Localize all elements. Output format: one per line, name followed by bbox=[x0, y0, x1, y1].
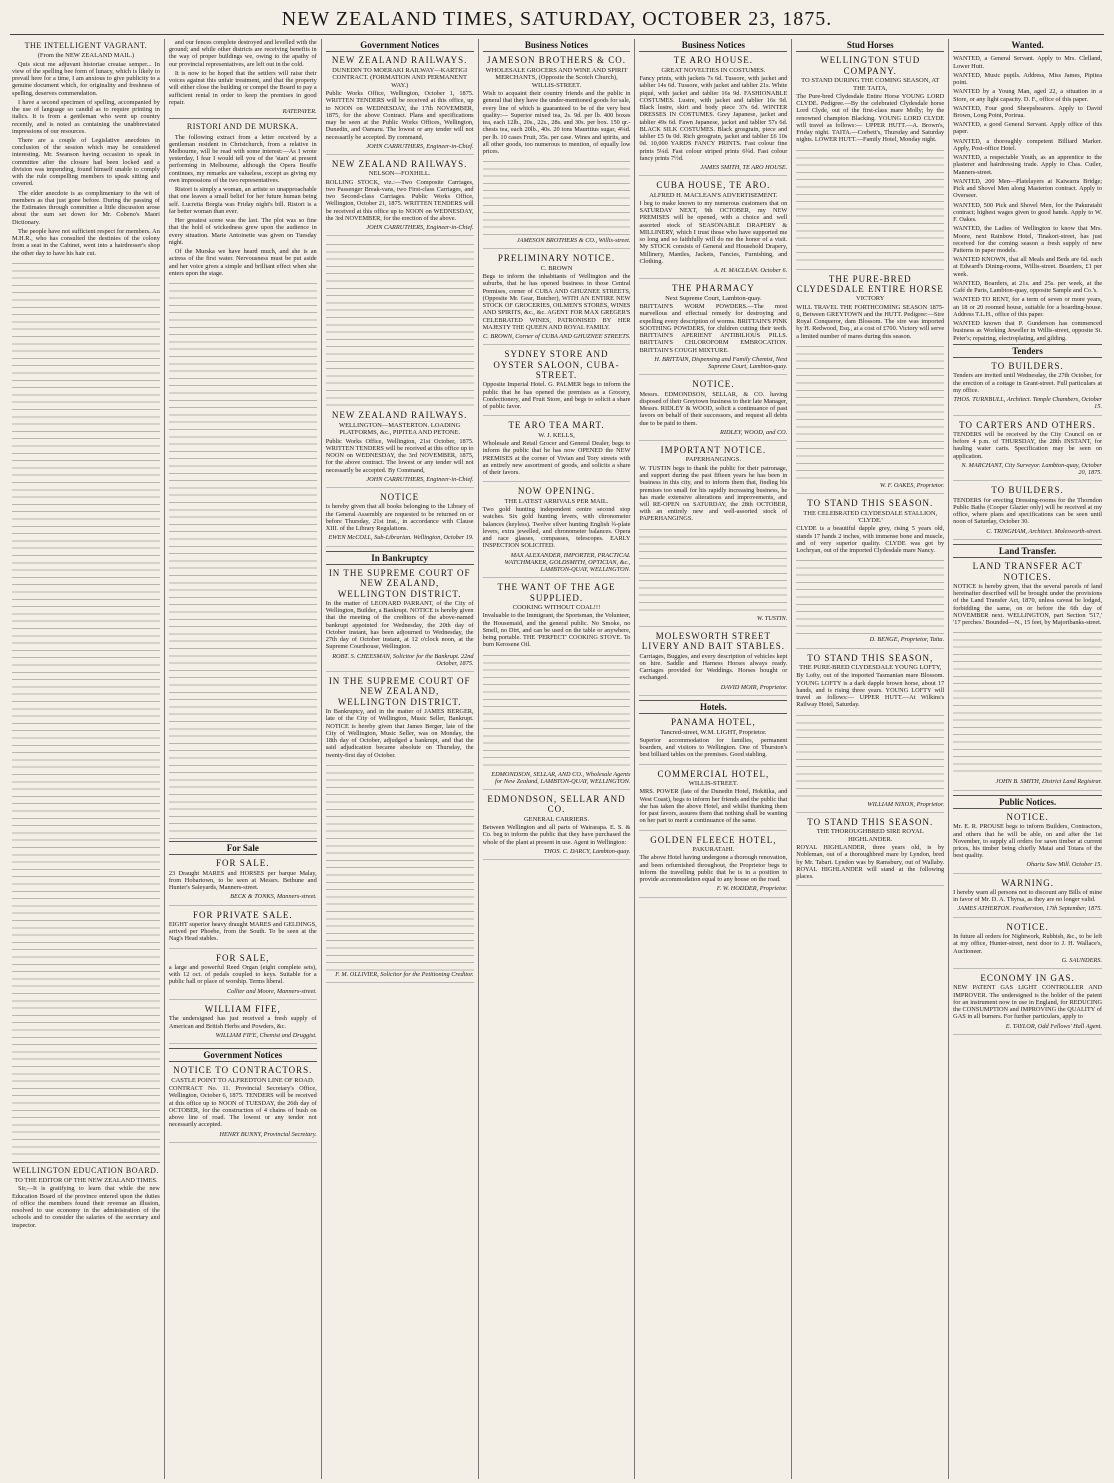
wanted-ad: WANTED, a thoroughly competent Billiard Marker. Apply, Post-office Hotel. bbox=[953, 137, 1103, 152]
business-ad bbox=[639, 180, 787, 279]
ad-body: In the matter of LEONARD PARRANT, of the City of Wellington, Builder, a Bankrupt. NOTICE is hereby given that the meeting of the creditors of the above-named bankrupt appointed for Wednesday, the 20th day of October instant, has been adjourned to Wednesday, the 27th day of October instant, at 12 o'clock noon, at the Supreme Courthouse, Wellington. bbox=[325, 600, 474, 651]
stud-ad bbox=[796, 498, 944, 648]
ad-heading: TO STAND THIS SEASON. bbox=[807, 498, 934, 509]
ad-signature: W. TUSTIN. bbox=[756, 614, 788, 622]
stud-horses-header: Stud Horses bbox=[796, 39, 944, 52]
column-4 bbox=[479, 39, 636, 1479]
wanted-section-header: Wanted. bbox=[953, 39, 1102, 52]
public-notice bbox=[953, 973, 1102, 1035]
education-board-title: WELLINGTON EDUCATION BOARD. bbox=[12, 1165, 159, 1175]
ad-signature: DAVID MOIR, Proprietor. bbox=[720, 683, 788, 691]
ad-body: WILL TRAVEL THE FORTHCOMING SEASON 1875-6, Between GREYTOWN and the HUTT. Pedigree:—Sire Royal Conqueror, dam Blossom. The sire was imported by H. Redwood, Esq., at a cost of £700. Victory will serve a limited number of mares during this season. bbox=[796, 303, 945, 340]
railway-ad bbox=[326, 410, 474, 488]
stud-ad bbox=[796, 274, 944, 495]
ad-heading: MOLESWORTH STREET LIVERY AND BAIT STABLES. bbox=[641, 630, 786, 652]
ad-subheading: THE LATEST ARRIVALS PER MAIL. bbox=[504, 497, 609, 505]
business-ad bbox=[639, 445, 787, 627]
hotels-section-header: Hotels. bbox=[639, 700, 787, 714]
article-subtitle: (From the NEW ZEALAND MAIL.) bbox=[37, 52, 135, 60]
wanted-ad: WANTED TO RENT, for a term of seven or more years, an 18 or 20 roomed house, suitable for a boarding-house. Address T.L.H., office of this paper. bbox=[953, 296, 1103, 318]
railway-ad bbox=[326, 55, 474, 155]
letter-paragraph: It is now to be hoped that the settlers will raise their voices against this unfair treatment, and that the property will either close the building or compel the Board to pay a sufficient rental in order to keep the premises in good repair. bbox=[168, 69, 317, 106]
hotel-ad bbox=[639, 769, 787, 831]
ad-heading: CUBA HOUSE, TE ARO. bbox=[656, 180, 771, 191]
article-paragraph: The people have not sufficient respect for members. An M.H.R., who has consulted the destinies of the colony from a seat in the Cabinet, went into a hairdresser's shop the other day to have his hair cut. bbox=[12, 227, 160, 257]
ad-body: ROLLING STOCK, viz.:—Two Composite Carriages, two Passenger Break-vans, two First-class Carriages, and two Second-class Carriages. Public Works Office, Wellington, October 21, 1875. WRITTEN TENDERS will be received at this office up to NOON on WEDNESDAY, the 3rd NOVEMBER, for the erection of the above. bbox=[325, 178, 474, 222]
ad-heading: TO STAND THIS SEASON. bbox=[807, 816, 934, 827]
ad-heading: NOTICE. bbox=[1006, 811, 1049, 822]
ad-heading: NOTICE. bbox=[692, 379, 735, 390]
ad-subheading: WILLIS-STREET. bbox=[688, 780, 738, 788]
article-paragraph: Quis sicut me adjuvant historiae creatae semper... In view of the spelling bee form of lunacy, which is likely to prevail here for a time, I am anxious to give publicity to a genuine document which, for originality and freshness of spelling, deserves commendation. bbox=[12, 60, 160, 97]
letter-signature: RATEPAYER. bbox=[282, 108, 317, 116]
ad-body-continuation bbox=[639, 525, 787, 615]
ad-heading: LAND TRANSFER ACT NOTICES. bbox=[972, 561, 1083, 582]
ad-subheading: NELSON—FOXHILL. bbox=[368, 170, 431, 178]
wanted-ad: WANTED, 200 Men—Platelayers at Kaiwarra Bridge; Pick and Shovel Men along Masterton contract. Apply to Overseer. bbox=[953, 177, 1103, 200]
ad-signature: EWEN McCOLL, Sub-Librarian. Wellington, October 19. bbox=[328, 534, 474, 542]
business-ad bbox=[483, 582, 631, 790]
railway-ad bbox=[326, 159, 474, 236]
ad-body: Public Works Office, Wellington, 21st October, 1875. WRITTEN TENDERS will be received at this office up to NOON on WEDNESDAY, the 3rd NOVEMBER, 1875, for the above contract. The lowest or any tender will not necessarily be accepted. By Command, bbox=[325, 437, 474, 474]
ad-subheading: WHOLESALE GROCERS AND WINE AND SPIRIT MERCHANTS, (Opposite the Scotch Church), WILLIS-STREET. bbox=[485, 66, 628, 89]
ad-body: Public Works Office, Wellington, October 1, 1875. WRITTEN TENDERS will be received at this office, up to NOON on WEDNESDAY, the 17th NOVEMBER, 1875, for the above Contract. Plans and specifications may be seen at the Public Works Offices, Wellington, Dunedin, and Oamaru. The lowest or any tender will not necessarily be accepted. By command, bbox=[325, 90, 474, 141]
business-ad bbox=[483, 253, 631, 345]
ad-heading: NEW ZEALAND RAILWAYS. bbox=[331, 55, 468, 66]
wanted-ad: WANTED KNOWN, that all Meals and Beds are 6d. each at Edward's Dining-rooms, Willis-street. Boarders, £1 per week. bbox=[953, 256, 1103, 278]
ad-body: Begs to inform the inhabitants of Wellington and the suburbs, that he has opened business in those Central Premises, corner of CUBA AND GHUZNEE STREETS, (Opposite Mr. Gear, Butcher), WITH AN ENTIRE NEW STOCK OF GROCERIES, OILMEN'S STORES, WINES AND SPIRITS, &c., &c. AGENT FOR MAX GREGER'S CELEBRATED WINES, PATRONISED BY HER MAJESTY THE QUEEN AND ROYAL FAMILY. bbox=[482, 273, 631, 331]
wanted-ad: WANTED, a General Servant. Apply to Mrs. Clelland, Lower Hutt. bbox=[953, 55, 1103, 70]
ad-subheading: PAKURATAHI. bbox=[692, 846, 735, 853]
business-ad bbox=[483, 420, 631, 482]
ad-body: Wish to acquaint their country friends and the public in general that they have the under-mentioned goods for sale, every line of which is guaranteed to be of the very best quality:— Superior mixed tea, 2s. 9d. per lb. 400 boxes tea, each 12lb., 20s., 22s., 28s. and 30s. per box. 150 qr.-chests tea, each 20lb., 40s. 20 tons Mauritius sugar, 4¼d. per lb. 10 cases Fruit, 35s. per case. Wines and spirits, and all other goods, too numerous to mention, of equally low prices. bbox=[482, 90, 631, 155]
ad-body: I beg to make known to my numerous customers that on SATURDAY NEXT, 9th OCTOBER, my NEW PREMISES will be opened, with a choice and well assorted stock of SEASONABLE DRAPERY & MILLINERY, which I trust those who have supported me so long and so faithfully will do me the honor of a visit. My STOCK consists of General and Household Drapery, Millinery, Mantles, Jackets, Fancies, Furnishing, and Clothing. bbox=[639, 200, 788, 265]
ad-heading: JAMESON BROTHERS & CO. bbox=[486, 55, 627, 66]
article-paragraph: I have a second specimen of spelling, accompanied by the use of language so candid as to require printing in italics. It is from a gentleman who went up country recently, and is noted as containing the unabbreviated impressions of our resources. bbox=[12, 98, 160, 135]
ad-subheading: COOKING WITHOUT COAL!!! bbox=[512, 603, 601, 611]
ad-body: ROYAL HIGHLANDER, three years old, is by Nobleman, out of a thoroughbred mare by Lyndon, bred by Mr. Tabart. Lyndon was by Ramsbury, out of Wallaby. ROYAL HIGHLANDER will stand at the following places. bbox=[796, 844, 945, 881]
business-ad bbox=[639, 631, 787, 696]
ad-subheading: PAPERHANGINGS. bbox=[685, 456, 741, 464]
ad-signature: HENRY BUNNY, Provincial Secretary. bbox=[219, 1130, 317, 1138]
ad-body: I hereby warn all persons not to discount any Bills of mine in favor of Mr. D. A. Thyrsa, as they are no longer valid. bbox=[953, 889, 1103, 904]
ad-heading: WILLIAM FIFE, bbox=[204, 1003, 281, 1014]
ad-signature: JOHN B. SMITH, District Land Registrar. bbox=[995, 778, 1103, 786]
ad-heading: NEW ZEALAND RAILWAYS. bbox=[331, 158, 468, 169]
ad-body-continuation bbox=[796, 711, 944, 801]
ad-heading: WELLINGTON STUD COMPANY. bbox=[820, 55, 921, 76]
ad-signature: C. BROWN, Corner of CUBA AND GHUZNEE STREETS. bbox=[483, 333, 631, 341]
ad-body: TENDERS will be received by the City Council on or before 4 p.m. of THURSDAY, the 28th INSTANT, for hauling water carts. Specification may be seen on application. bbox=[953, 430, 1103, 460]
ad-body-continuation bbox=[796, 556, 944, 636]
ad-body-continuation bbox=[796, 342, 944, 482]
ad-subheading: GREAT NOVELTIES IN COSTUMES. bbox=[661, 66, 766, 74]
ad-body-continuation bbox=[326, 240, 474, 410]
ad-body: The undersigned has just received a fresh supply of American and British Herbs and Powders, &c. bbox=[168, 1015, 317, 1030]
bankruptcy-ad bbox=[326, 676, 474, 983]
ad-signature: D. BENGE, Proprietor, Taita. bbox=[869, 636, 945, 644]
business-notices-header: Business Notices bbox=[483, 39, 631, 52]
wanted-ad: WANTED, a good General Servant. Apply office of this paper. bbox=[953, 121, 1103, 136]
ad-signature: F. W. HODDER, Proprietor. bbox=[716, 885, 788, 893]
ad-heading: TO STAND THIS SEASON, bbox=[807, 652, 934, 663]
ad-heading: NOW OPENING. bbox=[517, 486, 596, 497]
bankruptcy-ad bbox=[326, 568, 474, 672]
ad-body: W. TUSTIN begs to thank the public for their patronage, and support during the past fifteen years he has been in business in this city, and to inform them that, finding his premises too small for his rapidly increasing business, he has made extensive alterations and improvements, and will RE-OPEN on SATURDAY, the 28th OCTOBER, with an entirely new and well-assorted stock of PAPERHANGINGS. bbox=[639, 464, 788, 523]
tender-ad bbox=[953, 485, 1102, 540]
ristori-paragraph: The following extract from a letter received by a gentleman resident in Christchurch, from a relative in Melbourne, will be read with some interest:—As I wrote yesterday, I fear I would tell you of the 'stars' at present performing in Melbourne, although the Opera Bouffe continues, my remarks are valueless, except as giving my own impressions of the two representatives. bbox=[168, 133, 317, 184]
ad-body: CONTRACT No. 11. Provincial Secretary's Office, Wellington, October 6, 1875. TENDERS will be received at this office up to NOON of TUESDAY, the 26th day of OCTOBER, for the construction of 4 chains of bush on above line of road. The lowest or any tender not necessarily accepted. bbox=[168, 1085, 317, 1129]
ad-body: Opposite Imperial Hotel. G. PALMER begs to inform the public that he has opened the premises as a Grocery, Confectionery, and Fruit Store, and begs to solicit a share of public favor. bbox=[482, 381, 631, 411]
business-ad bbox=[639, 283, 787, 375]
ad-signature: F. M. OLLIVIER, Solicitor for the Petitioning Creditor. bbox=[335, 970, 474, 978]
government-ad bbox=[169, 1065, 317, 1142]
ad-signature: JAMES ATHERTON. Featherston, 17th September, 1875. bbox=[957, 905, 1103, 913]
ristori-paragraph: Her greatest scene was the last. The plot was so fine that the hold of wickedness grew upon the audience in every situation. Marie Antoinette was given on Tuesday night. bbox=[168, 217, 317, 246]
ad-signature: Collier and Moore, Manners-street. bbox=[226, 987, 317, 995]
ad-heading: ECONOMY IN GAS. bbox=[980, 973, 1075, 983]
ad-body: Between Wellington and all parts of Wairarapa. E. S. & Co. beg to inform the public that they have purchased the whole of the plant at present in use. Agent in Wellington: bbox=[482, 824, 631, 846]
column-7 bbox=[949, 39, 1106, 1479]
ad-body-continuation bbox=[796, 146, 944, 266]
library-notice bbox=[326, 492, 474, 547]
wanted-ad: WANTED, Four good Sheepshearers. Apply to David Brown, Long Point, Porirua. bbox=[953, 104, 1103, 119]
ad-signature: JAMES SMITH, TE ARO HOUSE. bbox=[700, 163, 788, 171]
bankruptcy-section-header: In Bankruptcy bbox=[326, 551, 474, 565]
sale-ad bbox=[169, 910, 317, 949]
ad-heading: GOLDEN FLEECE HOTEL, bbox=[650, 834, 777, 845]
masthead: NEW ZEALAND TIMES, SATURDAY, OCTOBER 23, 1875. bbox=[10, 0, 1104, 35]
column-5 bbox=[635, 39, 792, 1479]
ad-body: By Lofty, out of the imported Tasmanian mare Blossom. YOUNG LOFTY is a dark dapple brown horse, about 17 hands, and is rising three years. YOUNG LOFTY will travel as follows:— UPPER HUTT.—At Wilkins's Railway Hotel, Saturday. bbox=[796, 672, 945, 709]
ad-heading: FOR SALE, bbox=[216, 952, 270, 963]
ad-body: The above Hotel having undergone a thorough renovation, and been refurnished throughout, the Proprietor begs to inform the travelling public that he is in a position to provide accommodation equal to any house on the road. bbox=[639, 854, 788, 884]
ad-signature: JAMESON BROTHERS & CO., Willis-street. bbox=[516, 237, 631, 245]
ad-body-continuation bbox=[326, 761, 474, 971]
ad-body: Mr. E. R. PROUSE begs to inform Builders, Contractors, and others that he will be able, on and after the 1st November, to supply all orders for sawn timber at current prices, his timber being chiefly Matai and Totara of the best quality. bbox=[953, 823, 1103, 860]
ad-heading: COMMERCIAL HOTEL, bbox=[657, 768, 770, 779]
business-ad bbox=[639, 55, 787, 176]
ad-body: Wholesale and Retail Grocer and General Dealer, begs to inform the public that he has now OPENED the NEW PREMISES at the corner of Vivian and Tory streets with an entirely new assortment of goods, and solicits a share of their favors. bbox=[482, 440, 631, 477]
ad-body: MRS. POWER (late of the Dunedin Hotel, Hokitika, and West Coast), begs to inform her friends and the public that she has taken the above Hotel, and whilst thanking them for past favors, assures them that nothing shall be wanting on her part to merit a continuance of the same. bbox=[639, 788, 788, 825]
ad-heading: TO BUILDERS. bbox=[991, 485, 1064, 496]
ad-subheading: C. BROWN bbox=[540, 264, 573, 272]
stud-ad bbox=[796, 817, 944, 886]
ad-heading: TE ARO HOUSE. bbox=[673, 55, 753, 66]
ristori-title: RISTORI AND DE MURSKA. bbox=[186, 122, 299, 132]
ad-body: 23 Draught MARES and HORSES per barque Malay, from Hobartown, to be seen at Messrs. Bethune and Hunter's Saleyards, Manners-street. bbox=[168, 869, 317, 892]
sale-ad bbox=[169, 858, 317, 905]
wanted-ad: WANTED, Music pupils. Address, Miss James, Pipitea point. bbox=[953, 71, 1103, 87]
wanted-ad: WANTED, a respectable Youth, as an apprentice to the plasterer and hairdressing trade. Apply to Chas. Cutler, Manners-street. bbox=[953, 154, 1103, 176]
ad-heading: TE ARO TEA MART. bbox=[508, 420, 605, 431]
sale-ad bbox=[169, 953, 317, 1000]
ad-subheading: DUNEDIN TO MOERAKI RAILWAY—KARTIGI CONTRACT. (FORMATION AND PERMANENT WAY.) bbox=[332, 66, 468, 89]
ad-body: Fancy prints, with jackets 7s 6d. Tussore, with jacket and tablier 14s 6d. Tussore, with jacket and tablier 21s. White piqué, with jacket and tablier 16s 9d. FASHIONABLE COSTUMES. Lustre, with jacket and tablier 16s 9d. Black lustre, skirt and body piece 37s 6d. WINTER DRESSES IN COSTUMES. Grey Japanese, jacket and tablier 49s 6d. Fawn Japanese, jacket and tablier 57s 6d. BLACK SILK COSTUMES. Black grosgrain, piece and tablier £5 0s 0d. Rich grosgrain, jacket and tablier £6 10s 0d. 10,000 YARDS FANCY PRINTS. Fast colour fine prints 5¼d. Fast colour striped prints 6¾d. Fast colour fancy prints 7½d. bbox=[639, 75, 788, 162]
land-transfer-ad bbox=[953, 561, 1102, 790]
ad-signature: G. SAUNDERS. bbox=[1061, 956, 1103, 964]
ad-heading: IMPORTANT NOTICE. bbox=[660, 445, 767, 456]
ad-heading: PRELIMINARY NOTICE. bbox=[497, 253, 616, 264]
ad-signature: THOS. C. DARCY, Lambton-quay. bbox=[543, 847, 631, 855]
ad-body: is hereby given that all books belonging to the Library of the General Assembly are requested to be returned on or before Thursday, 21st inst., in accordance with Clause XIII. of the Library Regulations. bbox=[325, 503, 474, 533]
ristori-paragraph: Of the Murska we have heard much, and she is an actress of the first water. Nervousness must be put aside and her voice gives a simple and brilliant effect when she enters upon the stage. bbox=[168, 248, 317, 277]
ad-signature: E. TAYLOR, Odd Fellows' Hall Agent. bbox=[1005, 1022, 1103, 1030]
hotel-ad bbox=[639, 835, 787, 898]
wanted-ad: WANTED by a Young Man, aged 22, a situation in a Store, or any light capacity. D. F., office of this paper. bbox=[953, 88, 1103, 103]
ad-subheading: THE THOROUGHBRED SIRE ROYAL HIGHLANDER. bbox=[816, 828, 924, 843]
ad-subheading: CASTLE POINT TO ALFREDTON LINE OF ROAD. bbox=[171, 1076, 315, 1084]
stud-ad bbox=[796, 55, 944, 269]
ad-body: NOTICE is hereby given, that the several parcels of land hereinafter described will be brought under the provisions of the Land Transfer Act, 1870, unless caveat be lodged, forbidding the same, on or before the 6th day of NOVEMBER next. WELLINGTON, part Section '517,' '17 perches.' Bounded—N., 15 feet, by Majoribanks-street. bbox=[953, 582, 1103, 627]
ad-subheading: THE CELEBRATED CLYDESDALE STALLION, 'CLYDE.' bbox=[803, 509, 938, 524]
ad-body-continuation bbox=[483, 157, 631, 237]
ad-heading: NEW ZEALAND RAILWAYS. bbox=[331, 410, 468, 421]
ad-heading: FOR SALE. bbox=[216, 858, 270, 869]
ad-signature: Ohariu Saw Mill. October 15. bbox=[1026, 861, 1103, 869]
column-6 bbox=[792, 39, 949, 1479]
ad-heading: NOTICE bbox=[380, 492, 420, 503]
ad-body-continuation bbox=[483, 651, 631, 771]
business-ad bbox=[483, 486, 631, 578]
wanted-ad: WANTED, 500 Pick and Shovel Men, for the Pakuratahi contract; highest wages given to good hands. Apply to W. F. Oakes. bbox=[953, 201, 1103, 224]
ad-body-continuation bbox=[953, 628, 1102, 778]
government-notices-header: Government Notices bbox=[326, 39, 474, 52]
ad-body: EIGHT superior heavy draught MARES and GELDINGS, arrived per Phoebe, from the South. To be seen at the Nag's Head stables. bbox=[168, 920, 317, 943]
page-columns bbox=[8, 39, 1106, 1479]
stud-ad bbox=[796, 653, 944, 813]
ad-body: Invaluable to the Immigrant, the Sportsman, the Volunteer, the Housemaid, and the general public. No Smoke, no Smell, no Dirt, and can be used on the table or anywhere, being portable. THE 'PERFECT' COOKING STOVE. To burn Kerosene Oil. bbox=[482, 612, 631, 649]
ad-signature: WILLIAM NIXON, Proprietor. bbox=[867, 800, 945, 808]
ad-signature: RIDLEY, WOOD, and CO. bbox=[720, 428, 788, 436]
ad-body: In future all orders for Nightwork, Rubbish, &c., to be left at my office, Hunter-street, next door to J. H. Wallace's, Auctioneer. bbox=[953, 933, 1103, 955]
sale-ad bbox=[169, 1004, 317, 1044]
ad-heading: TO CARTERS AND OTHERS. bbox=[959, 419, 1096, 430]
ad-heading: PANAMA HOTEL, bbox=[671, 717, 756, 728]
ad-heading: SYDNEY STORE AND OYSTER SALOON, CUBA-STREET. bbox=[493, 349, 620, 381]
hotel-ad bbox=[639, 717, 787, 765]
ad-signature: JOHN CARRUTHERS, Engineer-in-Chief. bbox=[366, 224, 474, 232]
education-board-text: Sir,—It is gratifying to learn that while the new Education Board of the province entered upon the duties of office the members found their revenue an illusion, resolved to use economy in the administration of the schools and to consider the salaries of the secretary and inspector. bbox=[12, 1185, 160, 1229]
ad-signature: ROBT. S. CHEESMAN, Solicitor for the Bankrupt. 22nd October, 1875. bbox=[332, 652, 474, 667]
land-transfer-header: Land Transfer. bbox=[953, 544, 1102, 558]
ad-body: In Bankruptcy, and in the matter of JAMES BERGER, late of the City of Wellington, Music Seller, Bankrupt. NOTICE is hereby given that James Berger, late of the City of Wellington, Music Seller, was on Monday, the 18th day of October, adjudged a bankrupt, and that the said adjudication became absolute on Thursday, the twenty-first day of October. bbox=[325, 708, 474, 759]
column-3 bbox=[322, 39, 479, 1479]
ad-body: CLYDE is a beautiful dapple grey, rising 5 years old, stands 17 hands 2 inches, with immense bone and muscle, and of very superior quality. CLYDE was got by Lochryan, out of the imported Clydesdale mare Nancy. bbox=[796, 525, 945, 555]
wanted-ad: WANTED, the Ladies of Wellington to know that Mrs. Moore, next Rainbow Hotel, Tinakori-street, has just received for the coming season a fresh supply of new Patterns in paper models. bbox=[953, 225, 1103, 254]
ad-body: Messrs. EDMONDSON, SELLAR, & CO. having disposed of their Greytown business to their late Manager, Messrs. RIDLEY & WOOD, solicit a continuance of past favors on behalf of their successors, and request all debts due to be paid to them. bbox=[639, 390, 788, 427]
business-ad bbox=[483, 55, 631, 249]
ad-signature: C. TRINGHAM, Architect. Molesworth-street. bbox=[986, 527, 1103, 535]
ad-heading: IN THE SUPREME COURT OF NEW ZEALAND, WELLINGTON DISTRICT. bbox=[328, 676, 471, 707]
letter-paragraph: and our fences complete destroyed and levelled with the ground; and while other districts are receiving benefits in the way of proper buildings we, owing to the apathy of our provincial representatives, are left out in the cold. bbox=[168, 39, 317, 68]
ad-heading: THE PHARMACY bbox=[671, 283, 755, 294]
ristori-paragraph: Ristori is simply a woman, an artiste so unapproachable that one leaves a small belief for her future human being self. Lucretia Borgia was Friday night's bill. Ristori is a far better woman than ever. bbox=[168, 186, 317, 215]
article-body-continuation bbox=[12, 259, 160, 1159]
ad-body: Two gold hunting independent centre second stop watches. Six gold hunting levers, with chronometer balances (keyless). Twelve silver hunting English ¾-plate levers, extra jewelled, and chronometer balances. Opera and race glasses, compasses, telescopes. EARLY INSPECTION SOLICITED. bbox=[482, 506, 631, 550]
ad-subheading: W. J. KELLS, bbox=[538, 431, 575, 439]
ad-heading: WARNING. bbox=[1001, 877, 1054, 888]
ad-body: a large and powerful Reed Organ (eight complete sets), with 12 oct. of pedals coupled to keys. Suitable for a public hall or place of worship. Terms liberal. bbox=[168, 964, 317, 986]
ad-signature: JOHN CARRUTHERS, Engineer-in-Chief. bbox=[366, 142, 474, 150]
business-ad bbox=[639, 379, 787, 441]
business-notices-header: Business Notices bbox=[639, 39, 787, 52]
column-1 bbox=[8, 39, 165, 1479]
ad-subheading: Next Supreme Court, Lambton-quay. bbox=[665, 294, 762, 302]
for-sale-section-header: For Sale bbox=[169, 841, 317, 855]
ad-heading: TO BUILDERS. bbox=[991, 361, 1064, 372]
column-2 bbox=[165, 39, 322, 1479]
ad-subheading: TO STAND DURING THE COMING SEASON, AT THE TAITA, bbox=[801, 77, 940, 92]
ad-heading: IN THE SUPREME COURT OF NEW ZEALAND, WELLINGTON DISTRICT. bbox=[328, 567, 471, 599]
article-body-continuation bbox=[169, 279, 317, 839]
ad-heading: NOTICE TO CONTRACTORS. bbox=[173, 1065, 313, 1076]
ad-signature: MAX ALEXANDER, IMPORTER, PRACTICAL WATCHMAKER, GOLDSMITH, OPTICIAN, &c., LAMBTON-QUAY, WELLINGTON. bbox=[504, 551, 631, 573]
ad-body: The Pure-bred Clydesdale Entire Horse YOUNG LORD CLYDE. Pedigree.—By the celebrated Clydesdale horse Lord Clyde, out of the first-class mare Molly; by the renowned champion Blacking. YOUNG LORD CLYDE will travel as follows:— UPPER HUTT.—A. Brown's, Friday night. TAITA.—Corbett's, Thursday and Saturday nights. LOWER HUTT.—Family Hotel, Monday night. bbox=[796, 92, 945, 144]
ad-body: NEW PATENT GAS LIGHT CONTROLLER AND IMPROVER. The undersigned is the holder of the patent for an instrument now in use in England, for REDUCING the CONSUMPTION and IMPROVING the QUALITY of GAS in all burners. For further particulars, apply to bbox=[953, 984, 1103, 1021]
article-title: THE INTELLIGENT VAGRANT. bbox=[24, 41, 148, 50]
tenders-section-header: Tenders bbox=[953, 344, 1102, 358]
ad-signature: N. MARCHANT, City Surveyor. Lambton-quay, October 20, 1875. bbox=[961, 461, 1103, 477]
ad-body: Tenders are invited until Wednesday, the 27th October, for the erection of a cottage in Grant-street. Full particulars at my office. bbox=[953, 372, 1103, 394]
ad-signature: H. BRITTAIN, Dispensing and Family Chemist, Next Supreme Court, Lambton-quay. bbox=[654, 355, 788, 371]
ad-signature: THOS. TURNBULL, Architect. Temple Chambers, October 15. bbox=[953, 396, 1103, 411]
public-notices-header: Public Notices. bbox=[953, 795, 1102, 809]
article-paragraph: The elder anecdote is as complimentary to the wit of members as that just gone before. During the passing of the Estimates through committee a little discussion arose about the sum set down for Mr. Cobeno's Maori Dictionary. bbox=[12, 189, 160, 226]
tender-ad bbox=[953, 420, 1102, 482]
ad-body: BRITTAIN'S WORM POWDERS.—The most marvellous and effectual remedy for destroying and expelling every description of worms. BRITTAIN'S PINK SOOTHING POWDERS, for children cutting their teeth. BRITTAIN'S APERIENT ANTIBILIOUS PILLS. BRITTAIN'S CHLOROFORM EMBROCATION. BRITTAIN'S COUGH MIXTURE. bbox=[639, 303, 788, 354]
ad-heading: THE WANT OF THE AGE SUPPLIED. bbox=[497, 582, 616, 603]
ad-signature: W. F. OAKES, Proprietor. bbox=[879, 481, 945, 489]
public-notice bbox=[953, 878, 1102, 918]
ad-subheading: ALFRED H. MACLEAN'S ADVERTISEMENT. bbox=[649, 191, 778, 199]
ad-subheading: Tancred-street, W.M. LIGHT, Proprietor. bbox=[660, 728, 767, 736]
ad-heading: EDMONDSON, SELLAR AND CO. bbox=[487, 794, 626, 815]
ad-body: Carriages, Buggies, and every description of vehicles kept on hire. Saddle and Harness Horses always ready. Carriages provided for Weddings. Horses bought or exchanged. bbox=[639, 652, 788, 682]
government-notices-header: Government Notices bbox=[169, 1048, 317, 1062]
ad-signature: JOHN CARRUTHERS, Engineer-in-Chief. bbox=[366, 475, 474, 483]
ad-subheading: THE PURE-BRED CLYDESDALE YOUNG LOFTY, bbox=[799, 663, 942, 671]
ad-body: Superior accommodation for families, permanent boarders, and visitors to Wellington. One of Thurston's best billiard tables on the premises. Good stabling. bbox=[639, 736, 788, 759]
public-notice bbox=[953, 922, 1102, 969]
ad-body: TENDERS for erecting Dressing-rooms for the Thorndon Public Baths (Cooper Glazier only) will be received at my office, where plans and specifications can be seen until noon of Saturday, October 30. bbox=[953, 496, 1103, 526]
business-ad bbox=[483, 794, 631, 860]
tender-ad bbox=[953, 361, 1102, 416]
ad-signature: A. H. MACLEAN. October 6. bbox=[713, 267, 788, 275]
education-board-subtitle: TO THE EDITOR OF THE NEW ZEALAND TIMES. bbox=[14, 1176, 158, 1184]
ad-subheading: GENERAL CARRIERS. bbox=[523, 815, 590, 823]
business-ad bbox=[483, 349, 631, 416]
wanted-ad: WANTED known that P. Gunderson has commenced business as Working Jeweller in Willis-street, opposite St. Peter's; repairing, electroplating, and gilding. bbox=[953, 320, 1103, 342]
ad-heading: NOTICE. bbox=[1006, 921, 1049, 932]
ad-signature: EDMONDSON, SELLAR, AND CO., Wholesale Agents for New Zealand, LAMBTON-QUAY, WELLINGTON. bbox=[491, 770, 631, 785]
public-notice bbox=[953, 812, 1102, 874]
ad-heading: FOR PRIVATE SALE. bbox=[192, 909, 293, 920]
article-paragraph: There are a couple of Legislative anecdotes in conclusion of the session which may be considered interesting. Mr. Swanson having occasion to speak in committee after the closure had been locked and a division was impending, found himself unable to comply with the rule compelling members to speak sitting and covered. bbox=[12, 137, 160, 188]
ad-heading: THE PURE-BRED CLYDESDALE ENTIRE HORSE bbox=[796, 273, 944, 294]
ad-signature: WILLIAM FIFE, Chemist and Druggist. bbox=[215, 1031, 317, 1039]
ad-subheading: WELLINGTON—MASTERTON. LOADING PLATFORMS, &c., PIPITEA AND PETONE. bbox=[338, 421, 461, 437]
ad-subheading: VICTORY bbox=[856, 295, 885, 303]
ad-signature: BECK & TONKS, Manners-street. bbox=[230, 893, 317, 901]
wanted-ad: WANTED, Boarders, at 21s. and 25s. per week, at the Café de Paris, Lambton-quay, opposite Sample and Co.'s. bbox=[953, 279, 1103, 295]
